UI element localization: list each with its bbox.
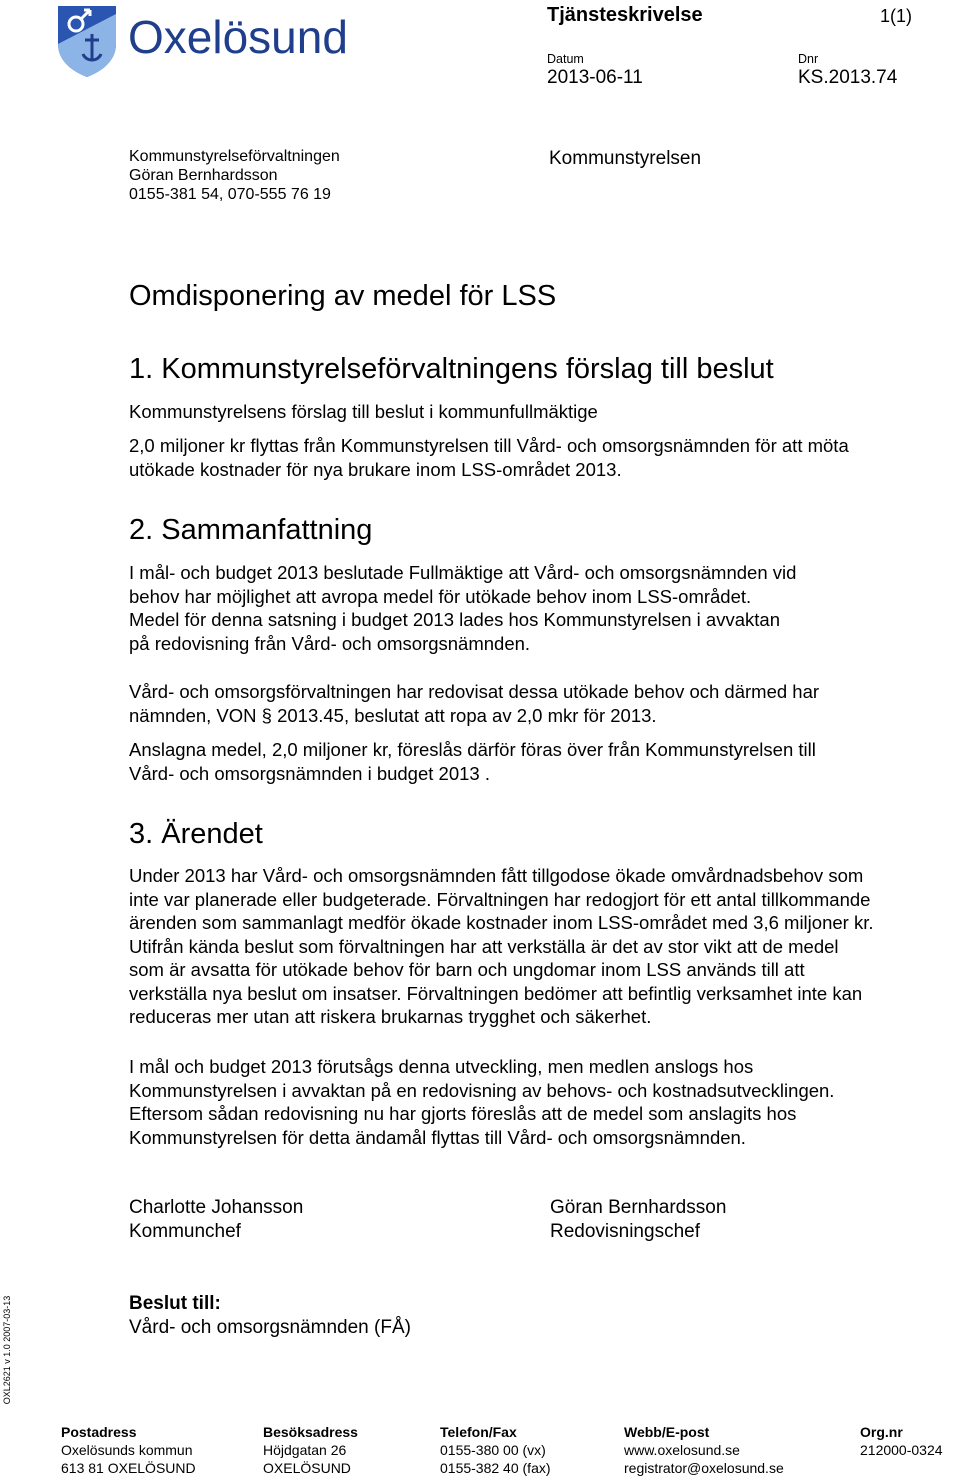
datum-label: Datum xyxy=(547,52,584,66)
datum-value: 2013-06-11 xyxy=(547,67,643,88)
signatory-name: Charlotte Johansson xyxy=(129,1197,304,1218)
sender-phone: 0155-381 54, 070-555 76 19 xyxy=(129,186,331,203)
logo-text: Oxelösund xyxy=(128,11,348,63)
footer-text: 212000-0324 xyxy=(860,1442,943,1458)
footer-text: OXELÖSUND xyxy=(263,1460,351,1476)
footer-telefon xyxy=(440,1423,551,1477)
section-2-paragraph-3 xyxy=(129,738,949,785)
section-1-heading: 1. Kommunstyrelseförvaltningens förslag till beslut xyxy=(129,353,774,385)
text-line: nämnden, VON § 2013.45, beslutat att ropa av 2,0 mkr för 2013. xyxy=(129,704,657,726)
section-2-paragraph-2 xyxy=(129,680,949,727)
dnr-label: Dnr xyxy=(798,52,819,66)
section-3-paragraph-1 xyxy=(129,864,949,1029)
text-line: Utifrån kända beslut som förvaltningen har att verkställa är det av stor vikt att de medel xyxy=(129,935,839,957)
dnr-value: KS.2013.74 xyxy=(798,67,898,88)
section-2-heading: 2. Sammanfattning xyxy=(129,514,373,546)
footer-text: Oxelösunds kommun xyxy=(61,1442,193,1458)
text-line: Medel för denna satsning i budget 2013 lades hos Kommunstyrelsen i avvaktan xyxy=(129,609,780,630)
text-line: inte var planerade eller budgeterade. Förvaltningen har redogjort för ett antal tillkommande xyxy=(129,888,871,910)
footer-text: 0155-380 00 (vx) xyxy=(440,1442,546,1458)
signatory-title: Redovisningschef xyxy=(550,1221,700,1242)
footer-label: Webb/E-post xyxy=(624,1424,710,1440)
signatory-name: Göran Bernhardsson xyxy=(550,1197,727,1218)
text-line: reduceras mer utan att riskera brukarnas trygghet och säkerhet. xyxy=(129,1006,652,1027)
section-3-paragraph-2 xyxy=(129,1055,949,1149)
decision-label: Beslut till: xyxy=(129,1293,221,1314)
text-line: ärenden som sammanlagt medför ökade kostnader inom LSS-området med 3,6 miljoner kr. xyxy=(129,912,874,933)
sender-name: Göran Bernhardsson xyxy=(129,167,278,184)
footer-label: Besöksadress xyxy=(263,1424,358,1440)
section-2-paragraph-1 xyxy=(129,561,949,655)
text-line: Kommunstyrelsen för detta ändamål flyttas till Vård- och omsorgsnämnden. xyxy=(129,1126,746,1148)
text-line: på redovisning från Vård- och omsorgsnämnden. xyxy=(129,632,531,654)
text-line: verkställa nya beslut om insatser. Förvaltningen bedömer att befintlig verksamhet inte kan xyxy=(129,982,863,1004)
section-1-paragraph xyxy=(129,434,949,481)
signature-left xyxy=(129,1196,303,1244)
footer-web xyxy=(624,1423,784,1477)
recipient: Kommunstyrelsen xyxy=(549,148,702,169)
text-line: utökade kostnader för nya brukare inom LSS-området 2013. xyxy=(129,458,622,480)
text-line: I mål- och budget 2013 beslutade Fullmäktige att Vård- och omsorgsnämnden vid xyxy=(129,562,797,583)
footer-link[interactable]: www.oxelosund.se xyxy=(624,1442,740,1458)
text-line: I mål och budget 2013 förutsågs denna utveckling, men medlen anslogs hos xyxy=(129,1056,754,1077)
footer-text: 0155-382 40 (fax) xyxy=(440,1460,551,1476)
coat-of-arms-icon xyxy=(56,4,118,78)
decision-block xyxy=(129,1292,411,1340)
logo xyxy=(56,4,396,80)
sender-org: Kommunstyrelseförvaltningen xyxy=(129,148,340,165)
text-line: behov har möjlighet att avropa medel för utökade behov inom LSS-området. xyxy=(129,585,752,607)
text-line: som är avsatta för utökade behov för barn och ungdomar inom LSS används till att xyxy=(129,959,805,980)
section-1-subheading: Kommunstyrelsens förslag till beslut i kommunfullmäktige xyxy=(129,401,598,422)
footer-link[interactable]: registrator@oxelosund.se xyxy=(624,1460,784,1476)
text-line: Eftersom sådan redovisning nu har gjorts föreslås att de medel som anslagits hos xyxy=(129,1103,797,1124)
footer-text: Höjdgatan 26 xyxy=(263,1442,347,1458)
text-line: Anslagna medel, 2,0 miljoner kr, föreslås därför föras över från Kommunstyrelsen till xyxy=(129,739,816,760)
document-type: Tjänsteskrivelse xyxy=(547,4,703,26)
form-code: OXL2621 v 1.0 2007-03-13 xyxy=(2,1295,12,1405)
footer-besoksadress xyxy=(263,1423,358,1477)
footer-orgnr xyxy=(860,1423,943,1459)
document-title: Omdisponering av medel för LSS xyxy=(129,280,557,312)
footer-postadress xyxy=(61,1423,196,1477)
signature-right xyxy=(550,1196,726,1244)
footer-label: Postadress xyxy=(61,1424,137,1440)
footer-text: 613 81 OXELÖSUND xyxy=(61,1460,196,1476)
text-line: 2,0 miljoner kr flyttas från Kommunstyrelsen till Vård- och omsorgsnämnden för att möta xyxy=(129,435,849,456)
sender-block xyxy=(129,147,340,204)
text-line: Vård- och omsorgsnämnden i budget 2013 . xyxy=(129,762,490,784)
decision-recipient: Vård- och omsorgsnämnden (FÅ) xyxy=(129,1317,411,1338)
footer-label: Telefon/Fax xyxy=(440,1424,517,1440)
section-3-heading: 3. Ärendet xyxy=(129,818,263,850)
signatory-title: Kommunchef xyxy=(129,1221,241,1242)
text-line: Vård- och omsorgsförvaltningen har redovisat dessa utökade behov och därmed har xyxy=(129,681,820,702)
footer-label: Org.nr xyxy=(860,1424,903,1440)
text-line: Kommunstyrelsen i avvaktan på en redovisning av behovs- och kostnadsutvecklingen. xyxy=(129,1079,835,1101)
page-number: 1(1) xyxy=(880,6,913,26)
text-line: Under 2013 har Vård- och omsorgsnämnden fått tillgodose ökade omvårdnadsbehov som xyxy=(129,865,864,886)
